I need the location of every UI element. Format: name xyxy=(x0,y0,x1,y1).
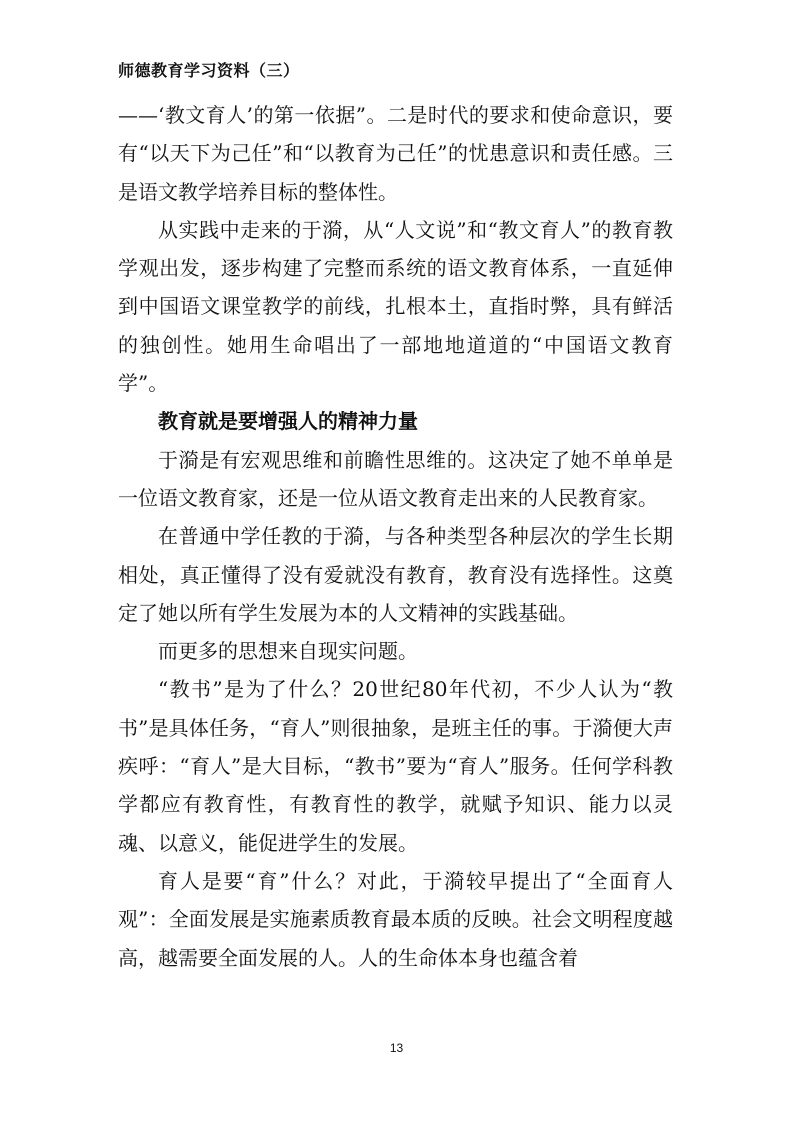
paragraph: 育人是要“育”什么？对此，于漪较早提出了“全面育人观”：全面发展是实施素质教育最本质的反映。社会文明程度越高，越需要全面发展的人。人的生命体本身也蕴含着 xyxy=(118,868,673,970)
paragraph: “教书”是为了什么？20世纪80年代初，不少人认为“教书”是具体任务，“育人”则很抽象，是班主任的事。于漪便大声疾呼：“育人”是大目标，“教书”要为“育人”服务。任何学科教学都应有教育性，有教育性的教学，就赋予知识、能力以灵魂、以意义，能促进学生的发展。 xyxy=(118,677,673,855)
running-header: 师德教育学习资料（三） xyxy=(118,61,300,80)
section-heading: 教育就是要增强人的精神力量 xyxy=(158,409,418,434)
page-number: 13 xyxy=(389,1041,404,1055)
paragraph-continued: ——‘教文育人’的第一依据”。二是时代的要求和使命意识，要有“以天下为己任”和“以教育为己任”的忧患意识和责任感。三是语文教学培养目标的整体性。 xyxy=(118,103,673,204)
paragraph: 于漪是有宏观思维和前瞻性思维的。这决定了她不单单是一位语文教育家，还是一位从语文教育走出来的人民教育家。 xyxy=(118,447,673,510)
paragraph: 而更多的思想来自现实问题。 xyxy=(158,639,418,664)
paragraph: 在普通中学任教的于漪，与各种类型各种层次的学生长期相处，真正懂得了没有爱就没有教育，教育没有选择性。这奠定了她以所有学生发展为本的人文精神的实践基础。 xyxy=(118,524,673,625)
body-text xyxy=(118,96,673,977)
paragraph: 从实践中走来的于漪，从“人文说”和“教文育人”的教育教学观出发，逐步构建了完整而系统的语文教育体系，一直延伸到中国语文课堂教学的前线，扎根本土，直指时弊，具有鲜活的独创性。她用生命唱出了一部地地道道的“中国语文教育学”。 xyxy=(118,217,673,396)
